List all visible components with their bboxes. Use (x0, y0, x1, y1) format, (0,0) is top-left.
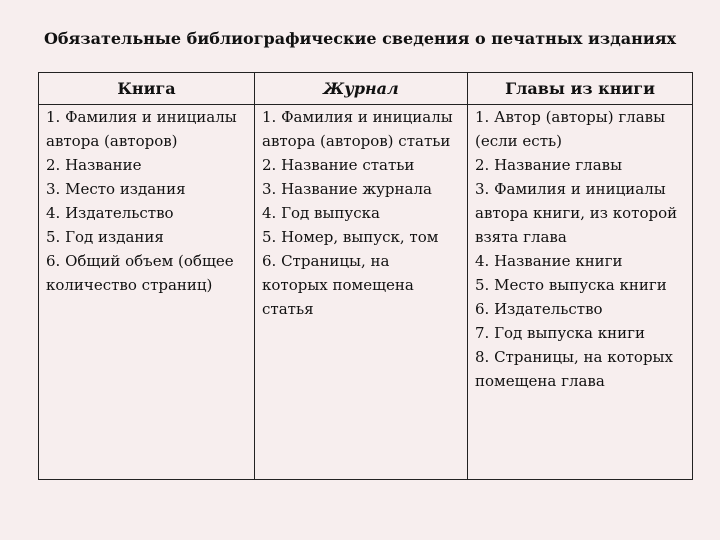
list-item: которых помещена (262, 276, 414, 294)
chapters-cell (468, 105, 693, 480)
list-item: 2. Название (46, 156, 142, 174)
list-item: автора книги, из которой (475, 204, 678, 222)
header-chapters: Главы из книги (468, 73, 693, 105)
list-item: 7. Год выпуска книги (475, 324, 645, 342)
journal-cell (255, 105, 468, 480)
list-item: 3. Фамилия и инициалы (475, 180, 666, 198)
list-item: статья (262, 300, 314, 318)
list-item: количество страниц) (46, 276, 213, 294)
list-item: 2. Название статьи (262, 156, 415, 174)
book-cell (39, 105, 255, 480)
list-item: автора (авторов) (46, 132, 178, 150)
list-item: 6. Общий объем (общее (46, 252, 234, 270)
page-title: Обязательные библиографические сведения о печатных изданиях (43, 29, 677, 48)
list-item: взята глава (475, 228, 567, 246)
list-item: 6. Издательство (475, 300, 603, 318)
list-item: 3. Место издания (46, 180, 186, 198)
list-item: автора (авторов) статьи (262, 132, 451, 150)
list-item: 1. Фамилия и инициалы (262, 108, 453, 126)
header-book: Книга (39, 73, 255, 105)
list-item: 5. Место выпуска книги (475, 276, 667, 294)
table-row (39, 105, 693, 480)
list-item: 2. Название главы (475, 156, 623, 174)
list-item: 4. Название книги (475, 252, 623, 270)
bibliography-table (38, 72, 693, 480)
list-item: 8. Страницы, на которых (475, 348, 673, 366)
list-item: 4. Год выпуска (262, 204, 380, 222)
list-item: (если есть) (475, 132, 563, 150)
list-item: 5. Год издания (46, 228, 164, 246)
list-item: помещена глава (475, 372, 605, 390)
list-item: 6. Страницы, на (262, 252, 390, 270)
table-header-row (39, 73, 693, 105)
list-item: 1. Фамилия и инициалы (46, 108, 237, 126)
list-item: 3. Название журнала (262, 180, 432, 198)
header-journal: Журнал (255, 73, 468, 105)
list-item: 4. Издательство (46, 204, 174, 222)
list-item: 1. Автор (авторы) главы (475, 108, 666, 126)
list-item: 5. Номер, выпуск, том (262, 228, 439, 246)
